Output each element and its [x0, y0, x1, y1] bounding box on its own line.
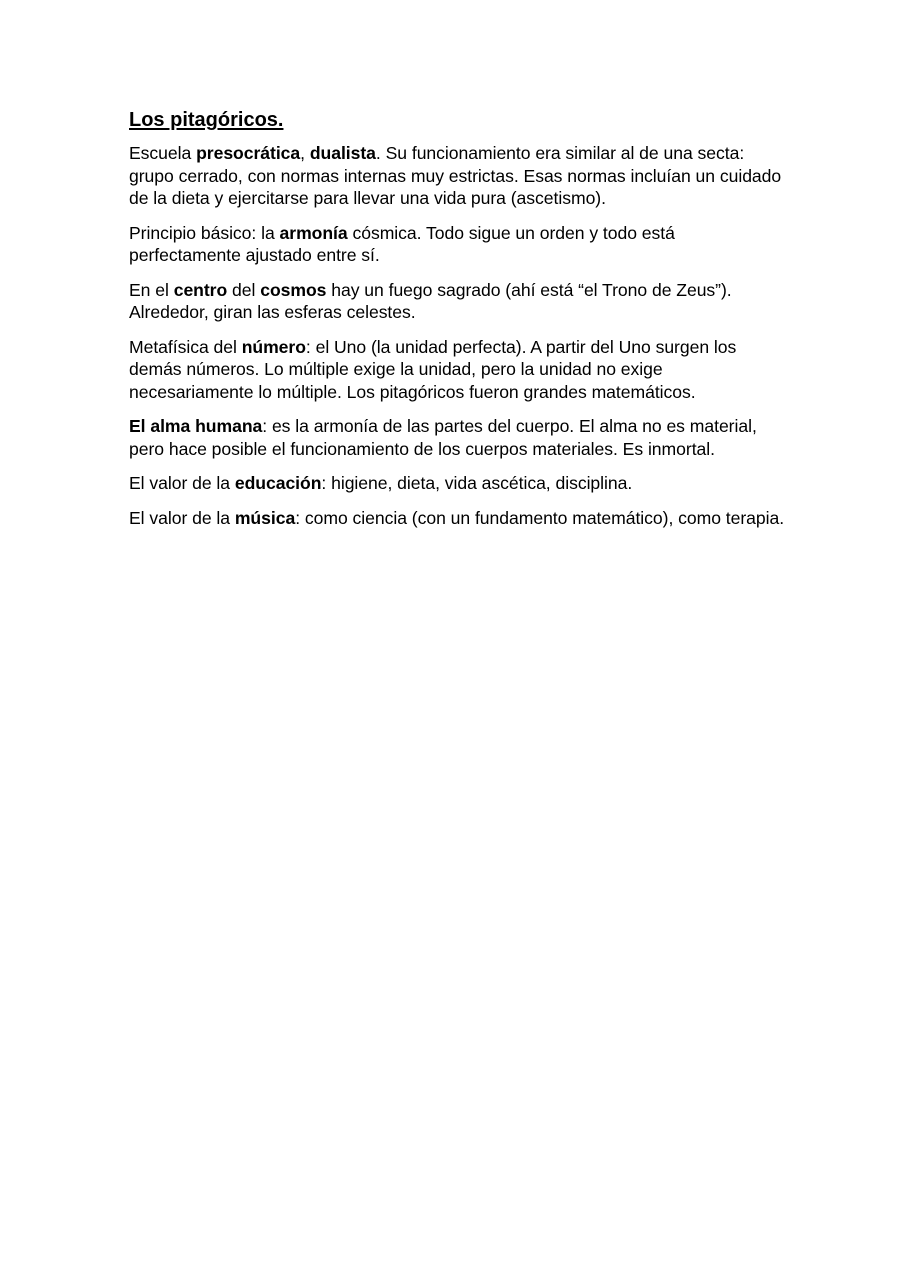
paragraph-text: : el Uno (la unidad perfecta). A partir del Uno surgen los demás números. Lo múltiple exige la unidad, pero la unidad no exige necesariamente lo múltiple. Los pitagóricos fueron grandes matemáticos.: [129, 336, 737, 402]
paragraph-text: : como ciencia (con un fundamento matemático), como terapia.: [295, 507, 785, 528]
document-title: Los pitagóricos.: [129, 109, 284, 131]
bold-term: cosmos: [260, 279, 327, 300]
paragraph-text: Principio básico: la: [129, 222, 280, 243]
paragraph-text: Metafísica del: [129, 336, 242, 357]
paragraph: [129, 142, 789, 210]
document-page: [129, 106, 789, 541]
paragraph-text: En el: [129, 279, 174, 300]
bold-term: dualista: [309, 143, 376, 163]
document-body: [129, 142, 789, 529]
paragraph: [129, 415, 789, 460]
bold-term: armonía: [279, 222, 348, 243]
paragraph-text: ,: [300, 143, 310, 163]
paragraph-text: Escuela: [129, 143, 197, 163]
bold-term: educación: [234, 473, 322, 493]
paragraph-text: del: [227, 279, 261, 300]
paragraph: [129, 336, 789, 404]
bold-term: centro: [173, 279, 228, 300]
bold-term: número: [241, 336, 306, 357]
paragraph: [129, 507, 789, 530]
paragraph-text: : higiene, dieta, vida ascética, disciplina.: [321, 473, 633, 493]
bold-term: presocrática: [196, 143, 301, 163]
paragraph: [129, 472, 789, 495]
paragraph: [129, 222, 789, 267]
bold-term: música: [234, 507, 296, 528]
bold-term: El alma humana: [129, 416, 263, 436]
paragraph-text: : es la armonía de las partes del cuerpo. El alma no es material, pero hace posible el funcionamiento de los cuerpos materiales. Es inmortal.: [129, 416, 757, 459]
paragraph-text: hay un fuego sagrado (ahí está “el Trono de Zeus”). Alrededor, giran las esferas celestes.: [129, 279, 732, 322]
paragraph: [129, 279, 789, 324]
paragraph-text: cósmica. Todo sigue un orden y todo está perfectamente ajustado entre sí.: [129, 222, 675, 265]
paragraph-text: . Su funcionamiento era similar al de una secta: grupo cerrado, con normas internas muy estrictas. Esas normas incluían un cuidado de la dieta y ejercitarse para llevar una vida pura (ascetismo).: [129, 143, 782, 208]
paragraph-text: El valor de la: [129, 507, 235, 528]
paragraph-text: El valor de la: [129, 473, 235, 493]
